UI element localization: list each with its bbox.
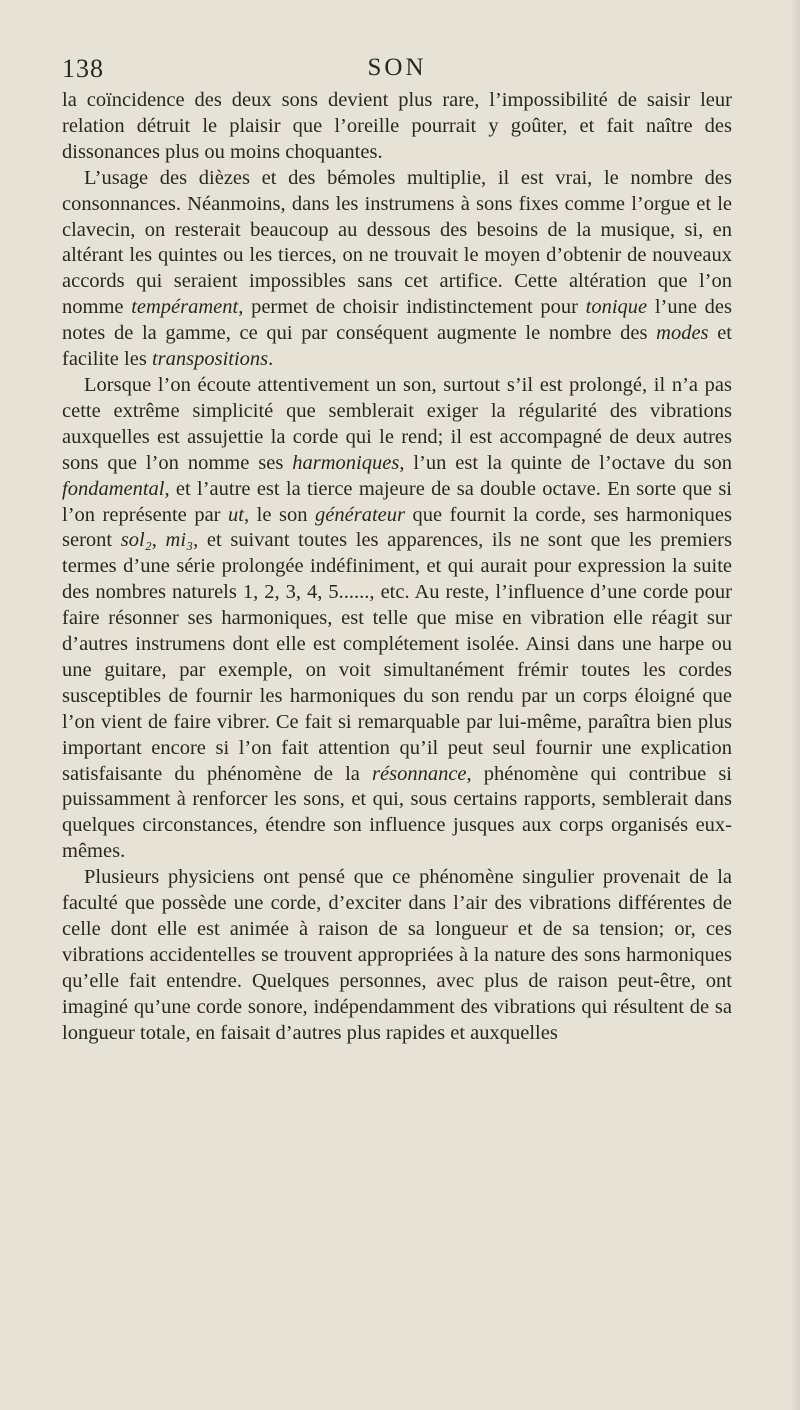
text-segment: , phénomène qui contribue si puissamment à renforcer les sons, et qui, sous certains rapports, semblerait dans quelques circonstances, étendre son influence jusques aux corps organisés eux-mêmes. [62, 762, 733, 863]
text-segment: L’usage des dièzes et des bémoles multiplie, il est vrai, le nombre des consonnances. Néanmoins, dans les instrumens à sons fixes comme l’orgue et le clavecin, on resterait beaucoup au dessous des besoins de la musique, si, en altérant les quintes ou les tierces, on ne trouvait le moyen d’obtenir de nouveaux accords qui seraient impossibles sans cet artifice. Cette altération que l’on nomme [62, 166, 732, 319]
text-segment: , le son [244, 503, 316, 526]
body-text [62, 88, 732, 1047]
italic-term: ut [228, 503, 244, 526]
text-segment: , [151, 529, 166, 552]
italic-term: harmoniques [292, 451, 400, 474]
italic-term: résonnance [372, 762, 467, 785]
text-segment: . [268, 348, 274, 371]
italic-term: tonique [585, 296, 648, 319]
italic-term: modes [656, 322, 709, 345]
italic-term: fondamental [62, 477, 165, 500]
page-edge-shadow [790, 0, 800, 1410]
text-segment: l’une des notes de la gamme, ce qui par conséquent augmente le nombre des [62, 296, 733, 345]
paragraph [62, 166, 732, 373]
italic-term: sol₂ [120, 529, 152, 552]
paragraph [62, 865, 732, 1046]
text-segment: , et suivant toutes les apparences, ils ne sont que les premiers termes d’une série prolongée indéfiniment, et qui aurait pour expression la suite des nombres naturels 1, 2, 3, 4, 5......, etc. Au reste, l’influence d’une corde pour faire résonner ses harmoniques, est telle que mise en vibration elle réagit sur d’autres instrumens dont elle est complétement isolée. Ainsi dans une harpe ou une guitare, par exemple, on voit simultanément frémir toutes les cordes susceptibles de fournir les harmoniques du son rendu par un corps éloigné que l’on vient de faire vibrer. Ce fait si remarquable par lui-même, paraîtra bien plus important encore si l’on fait attention qu’il peut seul fournir une explication satisfaisante du phénomène de la [62, 529, 732, 785]
text-segment: que fournit la corde, ses harmoniques seront [62, 503, 732, 552]
paragraph [62, 88, 732, 166]
italic-term: transpositions [151, 348, 269, 371]
text-segment: Lorsque l’on écoute attentivement un son, surtout s’il est prolongé, il n’a pas cette extrême simplicité que semblerait exiger la régularité des vibrations auxquelles est assujettie la corde qui le rend; il est accompagné de deux autres sons que l’on nomme ses [62, 373, 732, 474]
running-head: SON [367, 54, 427, 81]
text-segment: , l’un est la quinte de l’octave du son [399, 451, 733, 474]
text-segment: la coïncidence des deux sons devient plus rare, l’impossibilité de saisir leur relation détruit le plaisir que l’oreille pourrait y goûter, et fait naître des dissonances plus ou moins choquantes. [62, 89, 732, 163]
text-segment: et facilite les [62, 322, 732, 371]
italic-term: mi₃ [165, 529, 194, 552]
italic-term: générateur [315, 503, 405, 526]
text-segment: Plusieurs physiciens ont pensé que ce phénomène singulier provenait de la faculté que possède une corde, d’exciter dans l’air des vibrations différentes de celle dont elle est animée à raison de sa longueur et de sa tension; or, ces vibrations accidentelles se trouvent appropriées à la nature des sons harmoniques qu’elle fait entendre. Quelques personnes, avec plus de raison peut-être, ont imaginé qu’une corde sonore, indépendamment des vibrations qui résultent de sa longueur totale, en faisait d’autres plus rapides et auxquelles [62, 866, 732, 1044]
page-header [62, 54, 732, 88]
text-segment: , permet de choisir indistinctement pour [238, 296, 586, 319]
paragraph [62, 373, 732, 865]
italic-term: tempérament [131, 296, 239, 319]
page-number: 138 [62, 54, 104, 83]
text-segment: , et l’autre est la tierce majeure de sa double octave. En sorte que si l’on représente par [62, 477, 732, 526]
